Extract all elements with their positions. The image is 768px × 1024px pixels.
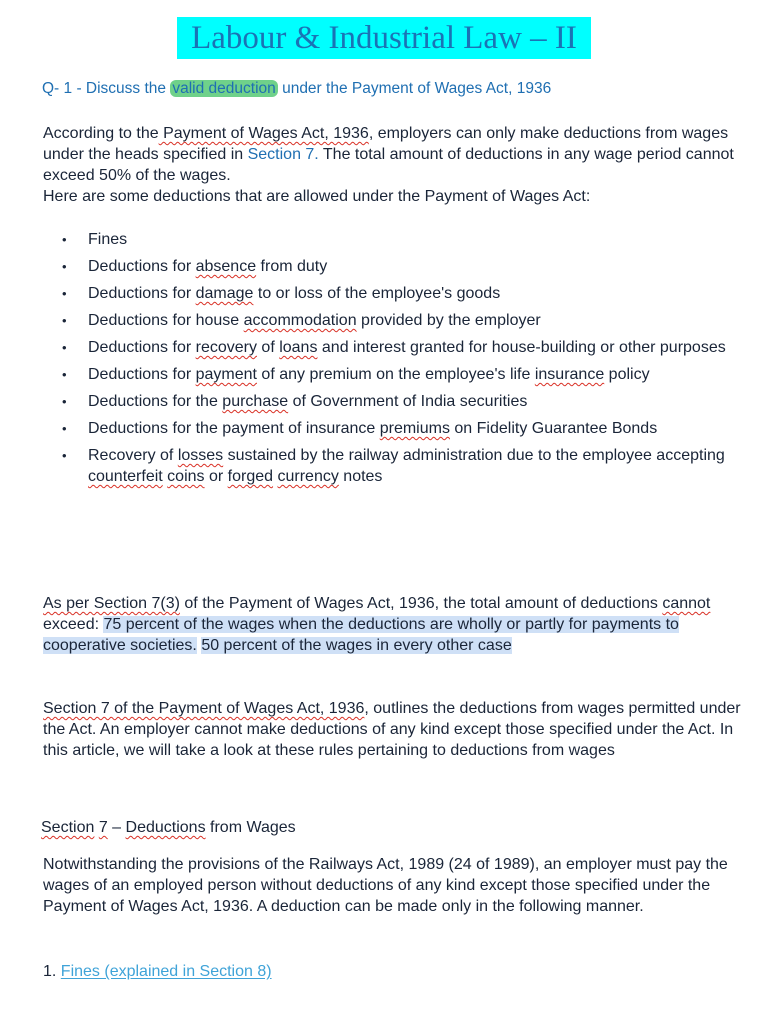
list-item-text: Deductions for house [88, 312, 244, 329]
list-item-text: Deductions for [88, 339, 196, 356]
section-7-3-limit-75: 75 percent of the wages when the deductions are wholly or partly for payments to cooperative societies. [43, 616, 679, 654]
heading-deductions-word: Deductions [125, 819, 206, 836]
list-item-text: Deductions for [88, 285, 196, 302]
intro-text-4: Here are some deductions that are allowed under the Payment of Wages Act: [43, 188, 591, 205]
list-item-text: Deductions for the payment of insurance [88, 420, 380, 437]
deductions-list [43, 229, 733, 493]
section-7-ref: Section 7 of the Payment of Wages Act, 1936 [43, 700, 365, 717]
list-item-text: from duty [256, 258, 328, 275]
list-item [43, 364, 733, 385]
heading-section-number: 7 [98, 819, 108, 836]
list-item-text: of any premium on the employee's life [256, 366, 535, 383]
question-suffix: under the Payment of Wages Act, 1936 [277, 80, 552, 97]
list-item-term: insurance [534, 366, 605, 383]
list-item-term: forged [227, 468, 274, 485]
list-item [43, 229, 733, 250]
section-7-3-text-1: of the Payment of Wages Act, 1936, the total amount of deductions [179, 595, 663, 612]
section-7-3-text-2: exceed: [43, 616, 104, 633]
list-item-term: recovery [195, 339, 257, 356]
list-item-text: on Fidelity Guarantee Bonds [449, 420, 658, 437]
list-item [43, 391, 733, 412]
list-item [43, 418, 733, 439]
list-item-text: provided by the employer [356, 312, 541, 329]
list-item-text: Deductions for the [88, 393, 223, 410]
list-item-text: Fines [88, 231, 128, 248]
intro-text-3: The total amount of deductions in any wage period cannot exceed 50% of the wages. [43, 146, 734, 184]
page-title: Labour & Industrial Law – II [177, 17, 591, 59]
list-item-text: Deductions for [88, 366, 196, 383]
fines-item [43, 961, 743, 982]
list-item-term: damage [195, 285, 254, 302]
list-item-term: payment [195, 366, 257, 383]
list-item-text: or [204, 468, 228, 485]
list-item-text: policy [604, 366, 650, 383]
list-item-text: of [256, 339, 280, 356]
list-item [43, 283, 733, 304]
list-item-text: Deductions for [88, 258, 196, 275]
heading-from-wages: from Wages [205, 819, 296, 836]
list-item-term: coins [167, 468, 205, 485]
list-item-text: Recovery of [88, 447, 178, 464]
list-item-term: counterfeit [88, 468, 163, 485]
list-item-text: to or loss of the employee's goods [253, 285, 501, 302]
question-heading [42, 80, 551, 98]
section-7-text: , outlines the deductions from wages permitted under the Act. An employer cannot make deductions of any kind except those specified under the Act. In this article, we will take a look at these rules pertaining to deductions from wages [43, 700, 741, 759]
list-item-text: and interest granted for house-building or other purposes [317, 339, 726, 356]
fines-link[interactable]: Fines (explained in Section 8) [60, 963, 272, 980]
list-item-text: of Government of India securities [288, 393, 528, 410]
intro-text-1: According to the [43, 125, 159, 142]
list-item-term: loans [279, 339, 318, 356]
fines-number: 1. [43, 963, 57, 980]
list-item-text: notes [338, 468, 383, 485]
list-item-term: absence [195, 258, 257, 275]
list-item-term: currency [277, 468, 339, 485]
heading-dash: – [107, 819, 126, 836]
section-7-3-limit-50: 50 percent of the wages in every other case [201, 637, 512, 654]
intro-paragraph [43, 123, 743, 207]
list-item [43, 445, 733, 487]
list-item [43, 337, 733, 358]
intro-text-2: , employers can only make deductions from wages under the heads specified in [43, 125, 729, 163]
question-prefix: Q- 1 - Discuss the [42, 80, 171, 97]
list-item-term: premiums [379, 420, 450, 437]
list-item-term: accommodation [243, 312, 357, 329]
intro-act-name: Payment of Wages Act, 1936 [158, 125, 369, 142]
question-highlight: valid deduction [172, 80, 276, 97]
title-wrapper [0, 17, 768, 59]
section-7-link[interactable]: Section 7. [247, 146, 319, 163]
railways-paragraph: Notwithstanding the provisions of the Railways Act, 1989 (24 of 1989), an employer must pay the wages of an employed person without deductions of any kind except those specified under the Payment of Wages Act, 1936. A deduction can be made only in the following manner. [43, 856, 728, 915]
list-item [43, 310, 733, 331]
section-7-3-paragraph [43, 593, 743, 656]
section-7-3-ref: As per Section 7(3) [43, 595, 180, 612]
list-item-term: purchase [222, 393, 289, 410]
heading-section-word: Section [41, 819, 95, 836]
section-7-3-cannot: cannot [662, 595, 711, 612]
list-item-text: sustained by the railway administration due to the employee accepting [223, 447, 725, 464]
list-item [43, 256, 733, 277]
section-7-heading [41, 817, 741, 838]
section-7-paragraph [43, 698, 743, 761]
list-item-term: losses [177, 447, 224, 464]
